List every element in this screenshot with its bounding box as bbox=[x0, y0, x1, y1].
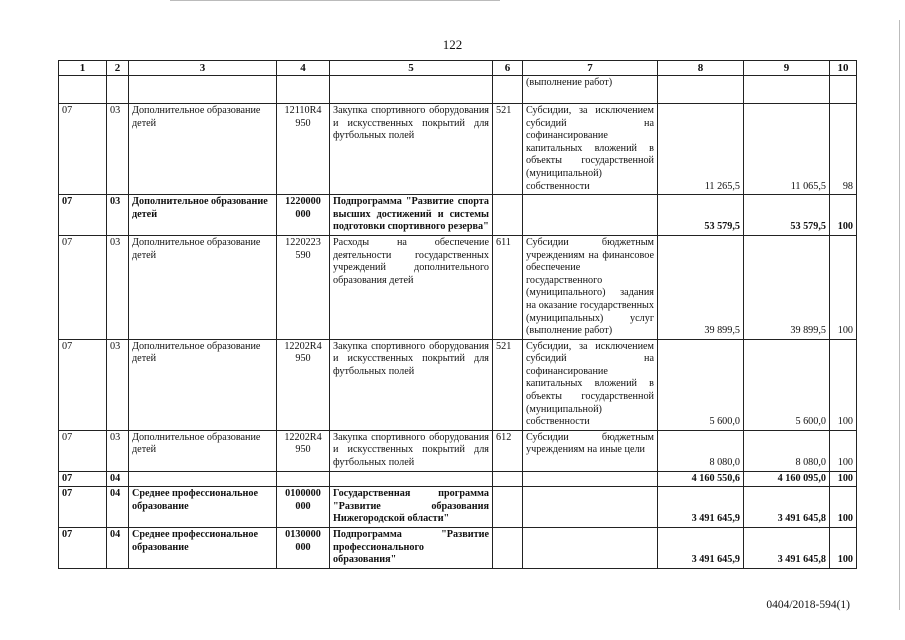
cell-expense-type bbox=[493, 528, 523, 569]
cell-target-name: Закупка спортивного оборудования и искусственных покрытий для футбольных полей bbox=[330, 339, 493, 430]
table-row bbox=[59, 76, 857, 104]
cell-amount-plan: 4 160 550,6 bbox=[658, 471, 744, 487]
cell-percent: 100 bbox=[830, 430, 857, 471]
document-code: 0404/2018-594(1) bbox=[766, 599, 850, 611]
cell-target-code bbox=[277, 76, 330, 104]
cell-target-name: Государственная программа "Развитие образования Нижегородской области" bbox=[330, 487, 493, 528]
cell-amount-fact: 4 160 095,0 bbox=[744, 471, 830, 487]
cell-target-code: 1220223 590 bbox=[277, 235, 330, 339]
cell-expense-name bbox=[523, 195, 658, 236]
table-header-row bbox=[59, 61, 857, 76]
table-row bbox=[59, 195, 857, 236]
table-row bbox=[59, 487, 857, 528]
table-row bbox=[59, 430, 857, 471]
cell-expense-type bbox=[493, 471, 523, 487]
cell-amount-fact: 3 491 645,8 bbox=[744, 528, 830, 569]
cell-subsection: 04 bbox=[107, 528, 129, 569]
cell-subsection: 03 bbox=[107, 104, 129, 195]
cell-section-name bbox=[129, 471, 277, 487]
cell-target-name bbox=[330, 76, 493, 104]
cell-target-name: Расходы на обеспечение деятельности государственных учреждений дополнительного образования детей bbox=[330, 235, 493, 339]
cell-section: 07 bbox=[59, 471, 107, 487]
cell-expense-name bbox=[523, 528, 658, 569]
cell-section-name: Дополнительное образование детей bbox=[129, 235, 277, 339]
cell-target-code: 1220000 000 bbox=[277, 195, 330, 236]
cell-target-code: 0130000 000 bbox=[277, 528, 330, 569]
cell-percent: 100 bbox=[830, 471, 857, 487]
cell-expense-type: 611 bbox=[493, 235, 523, 339]
cell-expense-name: Субсидии, за исключением субсидий на софинансирование капитальных вложений в объекты государственной (муниципальной) собственности bbox=[523, 104, 658, 195]
cell-subsection: 03 bbox=[107, 430, 129, 471]
cell-expense-name: Субсидии, за исключением субсидий на софинансирование капитальных вложений в объекты государственной (муниципальной) собственности bbox=[523, 339, 658, 430]
cell-target-code: 12110R4 950 bbox=[277, 104, 330, 195]
column-header: 4 bbox=[277, 61, 330, 76]
cell-expense-name: Субсидии бюджетным учреждениям на иные цели bbox=[523, 430, 658, 471]
column-header: 2 bbox=[107, 61, 129, 76]
table-row bbox=[59, 471, 857, 487]
column-header: 8 bbox=[658, 61, 744, 76]
cell-amount-fact: 8 080,0 bbox=[744, 430, 830, 471]
cell-target-name: Подпрограмма "Развитие профессионального образования" bbox=[330, 528, 493, 569]
column-header: 7 bbox=[523, 61, 658, 76]
cell-percent: 100 bbox=[830, 195, 857, 236]
cell-amount-fact bbox=[744, 76, 830, 104]
cell-amount-fact: 11 065,5 bbox=[744, 104, 830, 195]
cell-amount-plan bbox=[658, 76, 744, 104]
cell-subsection: 03 bbox=[107, 195, 129, 236]
cell-amount-plan: 11 265,5 bbox=[658, 104, 744, 195]
page-edge-right bbox=[899, 20, 900, 610]
cell-target-code: 12202R4 950 bbox=[277, 430, 330, 471]
cell-subsection: 04 bbox=[107, 471, 129, 487]
cell-amount-fact: 3 491 645,8 bbox=[744, 487, 830, 528]
cell-target-code: 12202R4 950 bbox=[277, 339, 330, 430]
cell-amount-plan: 3 491 645,9 bbox=[658, 528, 744, 569]
cell-section: 07 bbox=[59, 339, 107, 430]
cell-section-name: Дополнительное образование детей bbox=[129, 339, 277, 430]
cell-expense-name bbox=[523, 471, 658, 487]
cell-target-name: Закупка спортивного оборудования и искусственных покрытий для футбольных полей bbox=[330, 104, 493, 195]
page-number: 122 bbox=[442, 37, 463, 52]
cell-expense-type bbox=[493, 195, 523, 236]
column-header: 10 bbox=[830, 61, 857, 76]
budget-table bbox=[58, 60, 857, 569]
cell-subsection: 03 bbox=[107, 235, 129, 339]
cell-target-code: 0100000 000 bbox=[277, 487, 330, 528]
column-header: 9 bbox=[744, 61, 830, 76]
cell-section-name: Дополнительное образование детей bbox=[129, 195, 277, 236]
column-header: 3 bbox=[129, 61, 277, 76]
column-header: 6 bbox=[493, 61, 523, 76]
table-row bbox=[59, 339, 857, 430]
cell-section: 07 bbox=[59, 430, 107, 471]
cell-percent: 100 bbox=[830, 339, 857, 430]
cell-amount-plan: 53 579,5 bbox=[658, 195, 744, 236]
table-row bbox=[59, 528, 857, 569]
cell-percent: 100 bbox=[830, 235, 857, 339]
cell-section-name: Дополнительное образование детей bbox=[129, 104, 277, 195]
cell-target-code bbox=[277, 471, 330, 487]
cell-amount-plan: 8 080,0 bbox=[658, 430, 744, 471]
cell-amount-fact: 5 600,0 bbox=[744, 339, 830, 430]
cell-subsection: 04 bbox=[107, 487, 129, 528]
cell-section-name: Дополнительное образование детей bbox=[129, 430, 277, 471]
cell-subsection: 03 bbox=[107, 339, 129, 430]
page-edge-top bbox=[170, 0, 500, 1]
cell-expense-type bbox=[493, 76, 523, 104]
cell-section: 07 bbox=[59, 528, 107, 569]
cell-percent bbox=[830, 76, 857, 104]
cell-expense-type: 612 bbox=[493, 430, 523, 471]
cell-expense-type: 521 bbox=[493, 104, 523, 195]
cell-amount-plan: 5 600,0 bbox=[658, 339, 744, 430]
cell-amount-fact: 53 579,5 bbox=[744, 195, 830, 236]
cell-amount-fact: 39 899,5 bbox=[744, 235, 830, 339]
cell-section: 07 bbox=[59, 104, 107, 195]
cell-expense-name: (выполнение работ) bbox=[523, 76, 658, 104]
cell-section: 07 bbox=[59, 195, 107, 236]
cell-amount-plan: 39 899,5 bbox=[658, 235, 744, 339]
cell-expense-name: Субсидии бюджетным учреждениям на финансовое обеспечение государственного (муниципального) задания на оказание государственных (муниципальных) услуг (выполнение работ) bbox=[523, 235, 658, 339]
cell-expense-type: 521 bbox=[493, 339, 523, 430]
cell-target-name bbox=[330, 471, 493, 487]
table-row bbox=[59, 104, 857, 195]
cell-target-name: Подпрограмма "Развитие спорта высших достижений и системы подготовки спортивного резерва" bbox=[330, 195, 493, 236]
cell-percent: 98 bbox=[830, 104, 857, 195]
cell-section-name bbox=[129, 76, 277, 104]
cell-expense-name bbox=[523, 487, 658, 528]
table-row bbox=[59, 235, 857, 339]
column-header: 1 bbox=[59, 61, 107, 76]
cell-section bbox=[59, 76, 107, 104]
column-header: 5 bbox=[330, 61, 493, 76]
cell-percent: 100 bbox=[830, 487, 857, 528]
cell-percent: 100 bbox=[830, 528, 857, 569]
cell-section-name: Среднее профессиональное образование bbox=[129, 528, 277, 569]
cell-section: 07 bbox=[59, 235, 107, 339]
cell-target-name: Закупка спортивного оборудования и искусственных покрытий для футбольных полей bbox=[330, 430, 493, 471]
cell-section-name: Среднее профессиональное образование bbox=[129, 487, 277, 528]
cell-subsection bbox=[107, 76, 129, 104]
cell-expense-type bbox=[493, 487, 523, 528]
cell-amount-plan: 3 491 645,9 bbox=[658, 487, 744, 528]
cell-section: 07 bbox=[59, 487, 107, 528]
